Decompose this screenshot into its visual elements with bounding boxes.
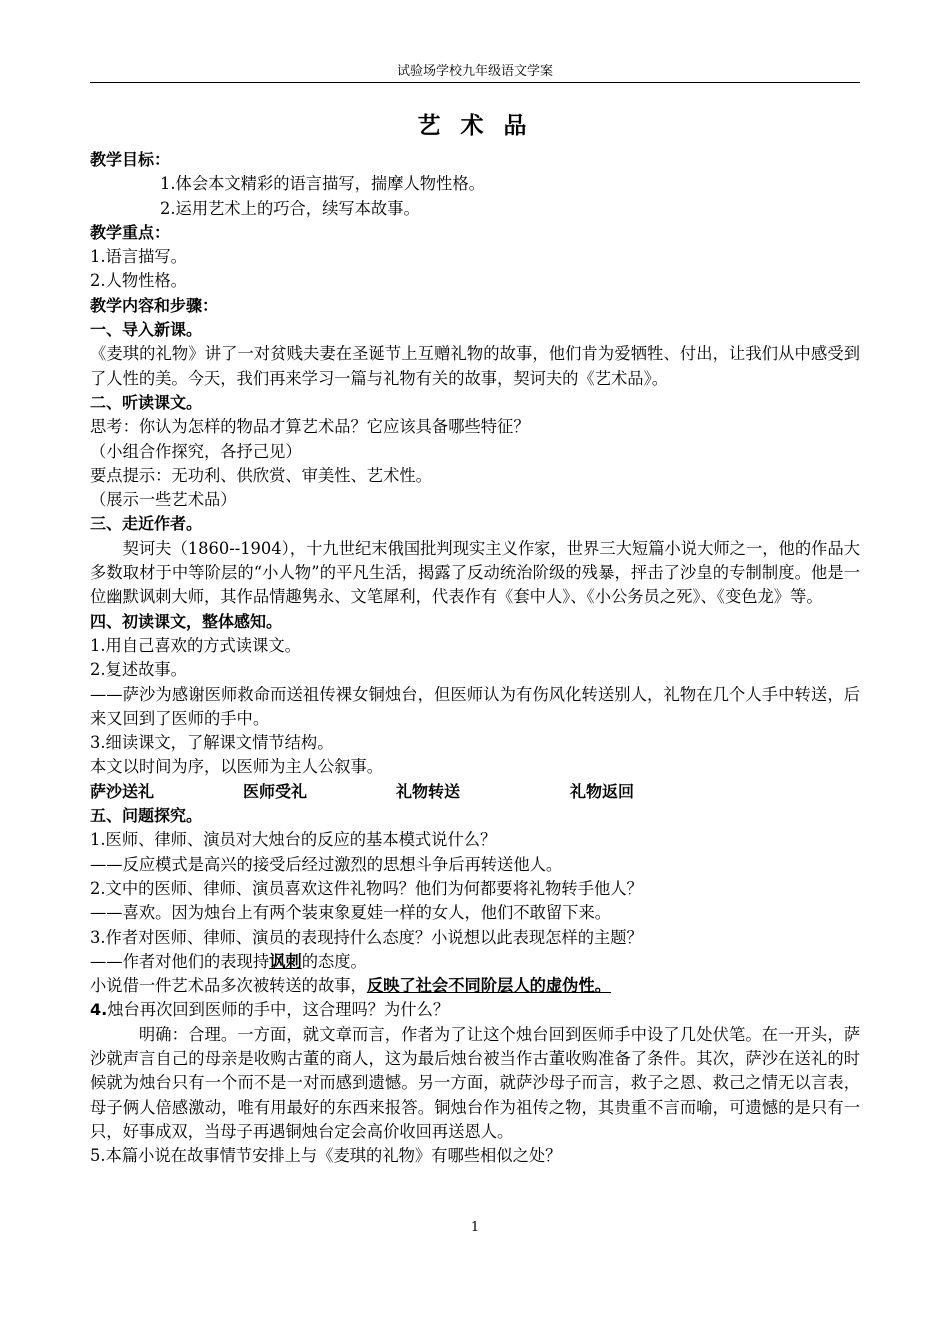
answer-3-prefix: ——作者对他们的表现持 (90, 951, 270, 971)
document-title: 艺 术 品 (417, 113, 533, 139)
question-4-number: 4. (90, 1000, 108, 1020)
question-4 (90, 998, 860, 1022)
answer-1: ——反应模式是高兴的接受后经过激烈的思想斗争后再转送他人。 (90, 854, 563, 874)
section-heading-intro: 一、导入新课。 (90, 320, 203, 340)
steps-heading: 教学内容和步骤： (90, 295, 219, 315)
focus-heading: 教学重点： (90, 222, 171, 242)
plot-step: 医师受礼 (243, 781, 308, 801)
answer-3-keyword: 讽刺 (269, 951, 302, 971)
section-heading-reading: 四、初读课文，整体感知。 (90, 611, 283, 631)
header-divider (90, 82, 860, 83)
page-header: 试验场学校九年级语文学案 (396, 64, 553, 79)
listen-line: （展示一些艺术品） (90, 490, 237, 510)
answer-2: ——喜欢。因为烛台上有两个装束象夏娃一样的女人，他们不敢留下来。 (90, 903, 612, 923)
story-summary: ——萨沙为感谢医师救命而送祖传裸女铜烛台，但医师认为有伤风化转送别人，礼物在几个人手中转送，后来又回到了医师的手中。 (90, 684, 860, 728)
plot-step: 礼物返回 (570, 781, 635, 801)
theme-statement (90, 974, 860, 998)
listen-line: 要点提示：无功利、供欣赏、审美性、艺术性。 (90, 465, 432, 485)
reading-line: 本文以时间为序，以医师为主人公叙事。 (90, 757, 384, 777)
reading-line: 1.用自己喜欢的方式读课文。 (90, 635, 301, 655)
section-heading-author: 三、走近作者。 (90, 514, 203, 534)
focus-item: 1.语言描写。 (90, 247, 187, 267)
answer-3-suffix: 的态度。 (301, 951, 367, 971)
objective-item: 1.体会本文精彩的语言描写，揣摩人物性格。 (160, 174, 485, 194)
reading-line: 2.复述故事。 (90, 660, 187, 680)
section-heading-listen: 二、听读课文。 (90, 392, 203, 412)
intro-paragraph: 《麦琪的礼物》讲了一对贫贱夫妻在圣诞节上互赠礼物的故事，他们肯为爱牺牲、付出，让我们从中感受到了人性的美。今天，我们再来学习一篇与礼物有关的故事，契诃夫的《艺术品》。 (90, 344, 860, 388)
answer-4: 明确：合理。一方面，就文章而言，作者为了让这个烛台回到医师手中设了几处伏笔。在一开头，萨沙就声言自己的母亲是收购古董的商人，这为最后烛台被当作古董收购准备了条件。其次，萨沙在送礼的时候就为烛台只有一个而不是一对而感到遗憾。另一方面，就萨沙母子而言，救子之恩、救己之情无以言表，母子俩人倍感激动，唯有用最好的东西来报答。铜烛台作为祖传之物，其贵重不言而喻，可遗憾的是只有一只，好事成双，当母子再遇铜烛台定会高价收回再送恩人。 (90, 1024, 860, 1141)
theme-keyword: 反映了社会不同阶层人的虚伪性。 (366, 976, 612, 996)
page-number: 1 (470, 1220, 480, 1235)
listen-line: 思考：你认为怎样的物品才算艺术品？它应该具备哪些特征？ (90, 417, 530, 437)
plot-step: 萨沙送礼 (90, 781, 155, 801)
author-paragraph: 契诃夫（1860--1904），十九世纪末俄国批判现实主义作家，世界三大短篇小说大师之一，他的作品大多数取材于中等阶层的“小人物”的平凡生活，揭露了反动统治阶级的残暴，抨击了沙皇的专制制度。他是一位幽默讽刺大师，其作品情趣隽永、文笔犀利，代表作有《套中人》、《小公务员之死》、《变色龙》等。 (90, 538, 860, 607)
reading-line: 3.细读课文，了解课文情节结构。 (90, 733, 334, 753)
question-2: 2.文中的医师、律师、演员喜欢这件礼物吗？他们为何都要将礼物转手他人？ (90, 878, 643, 898)
objective-item: 2.运用艺术上的巧合，续写本故事。 (160, 198, 420, 218)
question-5: 5.本篇小说在故事情节安排上与《麦琪的礼物》有哪些相似之处？ (90, 1146, 562, 1166)
listen-line: （小组合作探究，各抒己见） (90, 441, 302, 461)
plot-structure (90, 780, 860, 804)
section-heading-inquiry: 五、问题探究。 (90, 806, 203, 826)
question-1: 1.医师、律师、演员对大烛台的反应的基本模式说什么？ (90, 830, 497, 850)
plot-step: 礼物转送 (396, 781, 461, 801)
theme-prefix: 小说借一件艺术品多次被转送的故事， (90, 976, 367, 996)
lesson-body (90, 108, 860, 1168)
focus-item: 2.人物性格。 (90, 271, 187, 291)
question-4-text: 烛台再次回到医师的手中，这合理吗？为什么？ (107, 1000, 450, 1020)
objectives-heading: 教学目标： (90, 150, 171, 169)
answer-3 (90, 950, 860, 974)
question-3: 3.作者对医师、律师、演员的表现持什么态度？小说想以此表现怎样的主题？ (90, 927, 643, 947)
